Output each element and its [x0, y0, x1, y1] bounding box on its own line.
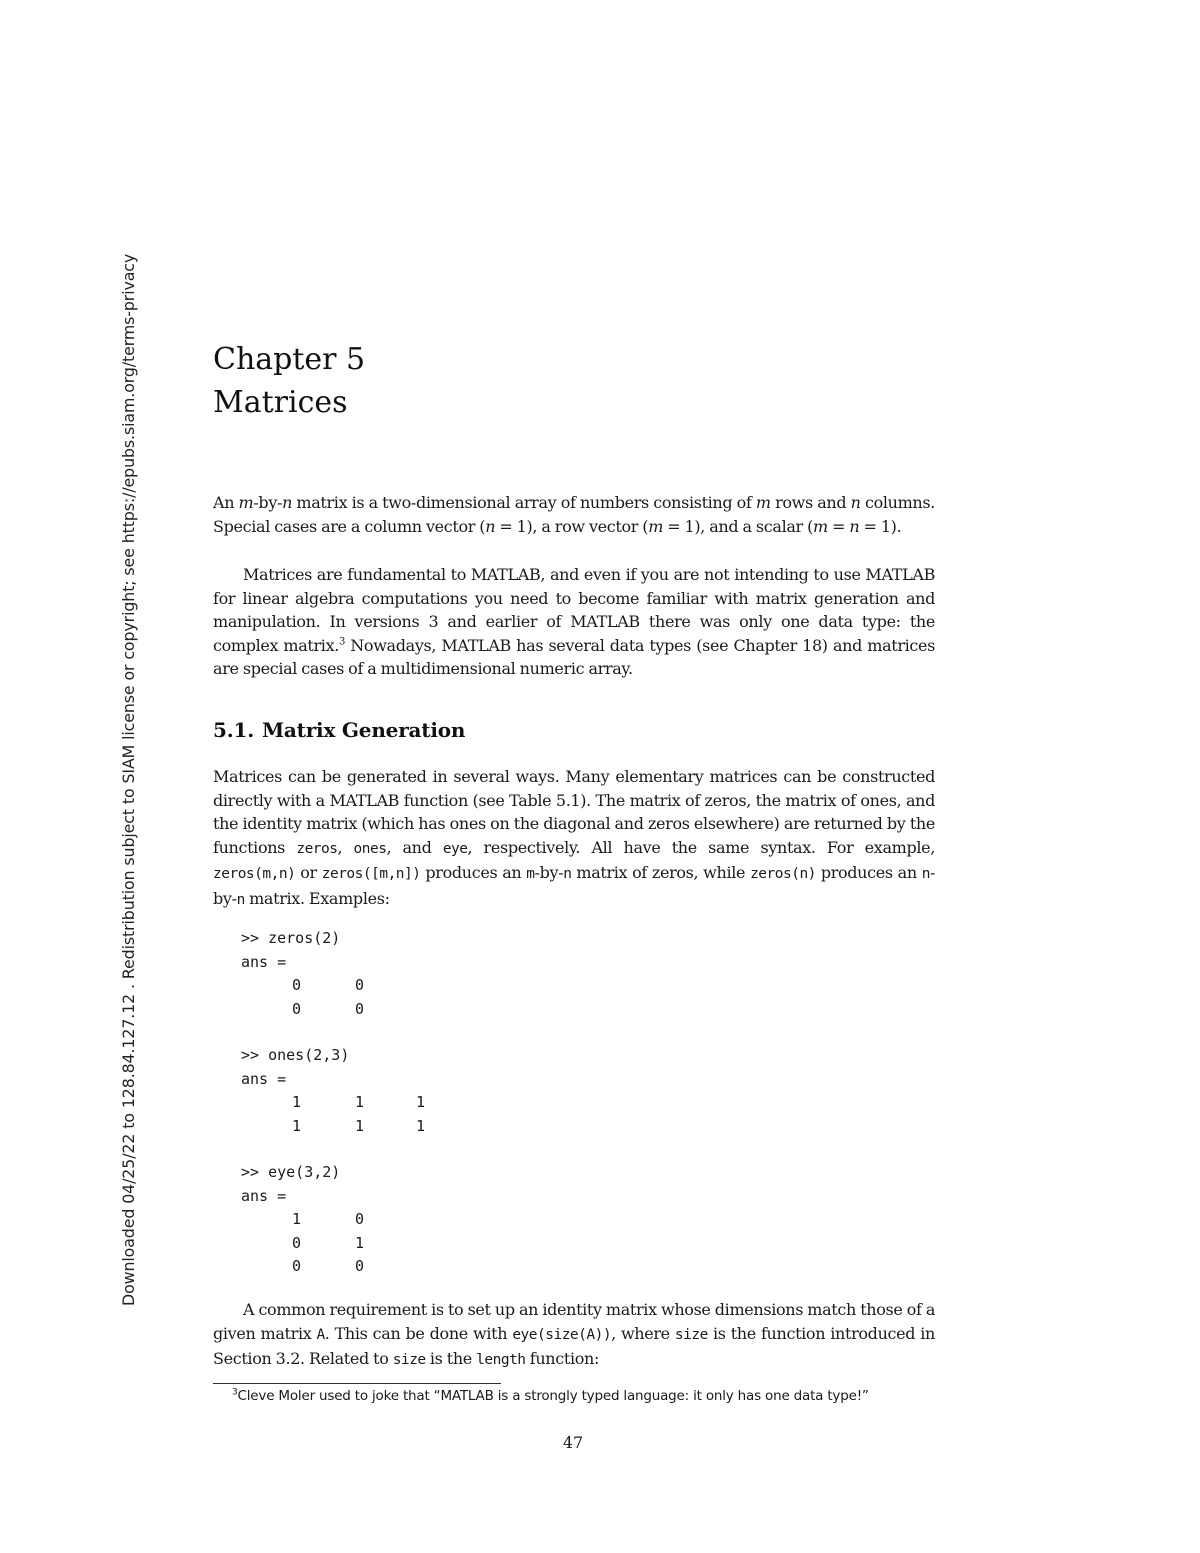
- command-line: >> eye(3,2): [241, 1163, 341, 1181]
- matrix-value: 1: [355, 1233, 365, 1252]
- section-title: Matrix Generation: [261, 718, 466, 742]
- footnote: [232, 1386, 952, 1406]
- section-paragraph: Matrices can be generated in several ways. Many elementary matrices can be constructed directly with a MATLAB function (see Table 5.1). The matrix of zeros, the matrix of ones, and the identity matrix (which has ones on the diagonal and zeros elsewhere) are returned by the functions zeros, ones, and eye, respectively. All have the same syntax. For example, zeros(m,n) or zeros([m,n]) produces an m-by-n matrix of zeros, while zeros(n) produces an n-by-n matrix. Examples:: [213, 767, 935, 908]
- matrix-value: 0: [355, 999, 365, 1018]
- download-notice: Downloaded 04/25/22 to 128.84.127.12 . Redistribution subject to SIAM license or copyright; see https://epubs.siam.org/terms-privacy: [119, 253, 138, 1306]
- matrix-value: 0: [292, 1233, 302, 1252]
- matrix-value: 1: [416, 1116, 426, 1135]
- footnote-text: Cleve Moler used to joke that “MATLAB is a strongly typed language: it only has one data type!”: [237, 1388, 869, 1404]
- matrix-value: 0: [355, 1210, 365, 1228]
- footnote-marker: 3: [339, 636, 346, 648]
- matrix-row: [241, 1208, 541, 1232]
- matrix-value: 1: [416, 1093, 426, 1111]
- chapter-label: Chapter 5: [213, 342, 366, 377]
- matrix-value: 0: [292, 999, 302, 1018]
- ans-label: ans =: [241, 1069, 287, 1088]
- intro-paragraph-1: An m-by-n matrix is a two-dimensional array of numbers consisting of m rows and n columns. Special cases are a column vector (n = 1), a row vector (m = 1), and a scalar (m = n = 1).: [213, 493, 935, 536]
- matrix-value: 1: [355, 1093, 365, 1111]
- command-line: >> zeros(2): [241, 929, 341, 947]
- matrix-value: 0: [292, 976, 302, 994]
- chapter-title: Matrices: [213, 385, 348, 420]
- matrix-value: 1: [292, 1093, 302, 1111]
- matrix-row: [241, 1091, 541, 1115]
- matrix-value: 1: [355, 1116, 365, 1135]
- intro-paragraph-2: Matrices are fundamental to MATLAB, and even if you are not intending to use MATLAB for linear algebra computations you need to become familiar with matrix generation and manipulation. In versions 3 and earlier of MATLAB there was only one data type: the complex matrix.$^3$ Nowadays, MATLAB has several data types (see Chapter 18) and matrices are special cases of a multidimensional numeric array.: [213, 565, 935, 678]
- matrix-value: 0: [355, 976, 365, 994]
- ans-label: ans =: [241, 952, 287, 971]
- page-number: 47: [562, 1433, 584, 1452]
- matrix-row: [241, 1115, 541, 1139]
- section-number: 5.1.: [213, 718, 254, 742]
- section-heading: [213, 716, 473, 744]
- matrix-value: 0: [355, 1257, 365, 1275]
- matrix-value: 1: [292, 1210, 302, 1228]
- command-line: >> ones(2,3): [241, 1046, 350, 1064]
- footnote-mark: 3: [232, 1387, 238, 1398]
- ans-label: ans =: [241, 1186, 287, 1205]
- matrix-value: 0: [292, 1257, 302, 1275]
- closing-paragraph: A common requirement is to set up an identity matrix whose dimensions match those of a given matrix A. This can be done with eye(size(A)), where size is the function introduced in Section 3.2. Related to size is the length function:: [213, 1300, 936, 1368]
- footnote-rule: [213, 1383, 501, 1384]
- matrix-row: [241, 1232, 541, 1256]
- matrix-row: [241, 1255, 541, 1279]
- matrix-value: 1: [292, 1116, 302, 1135]
- matrix-row: [241, 974, 541, 998]
- matrix-row: [241, 998, 541, 1022]
